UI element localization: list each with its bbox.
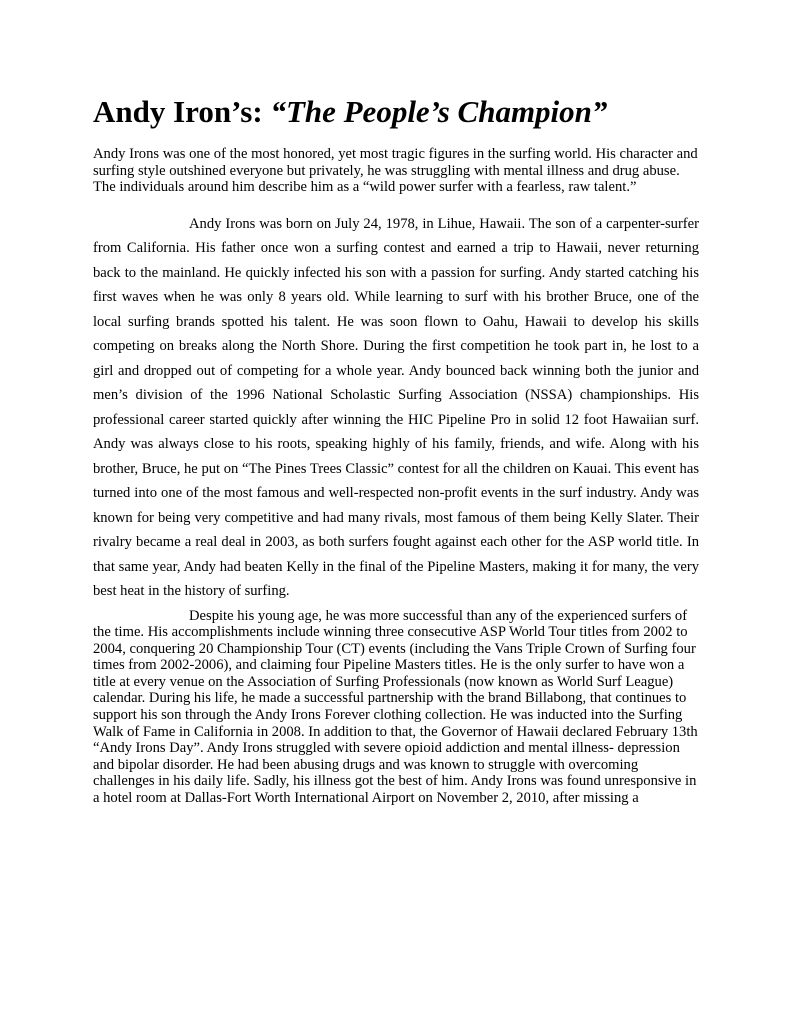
document-page <box>93 92 699 807</box>
biography-paragraph: Andy Irons was born on July 24, 1978, in Lihue, Hawaii. The son of a carpenter-surfer from California. His father once won a surfing contest and earned a trip to Hawaii, never returning back to the mainland. He quickly infected his son with a passion for surfing. Andy started catching his first waves when he was only 8 years old. While learning to surf with his brother Bruce, one of the local surfing brands spotted his talent. He was soon flown to Oahu, Hawaii to develop his skills competing on breaks along the North Shore. During the first competition he took part in, he lost to a girl and dropped out of competing for a whole year. Andy bounced back winning both the junior and men’s division of the 1996 National Scholastic Surfing Association (NSSA) championships. His professional career started quickly after winning the HIC Pipeline Pro in solid 12 foot Hawaiian surf. Andy was always close to his roots, speaking highly of his family, friends, and wife. Along with his brother, Bruce, he put on “The Pines Trees Classic” contest for all the children on Kauai. This event has turned into one of the most famous and well-respected non-profit events in the surf industry. Andy was known for being very competitive and had many rivals, most famous of them being Kelly Slater. Their rivalry became a real deal in 2003, as both surfers fought against each other for the ASP world title. In that same year, Andy had beaten Kelly in the final of the Pipeline Masters, making it for many, the very best heat in the history of surfing. <box>93 215 699 599</box>
title-main: Andy Iron’s: <box>93 94 271 129</box>
career-paragraph: Despite his young age, he was more successful than any of the experienced surfers of the time. His accomplishments include winning three consecutive ASP World Tour titles from 2002 to 2004, conquering 20 Championship Tour (CT) events (including the Vans Triple Crown of Surfing four times from 2002-2006), and claiming four Pipeline Masters titles. He is the only surfer to have won a title at every venue on the Association of Surfing Professionals (now known as World Surf League) calendar. During his life, he made a successful partnership with the brand Billabong, that continues to support his son through the Andy Irons Forever clothing collection. He was inducted into the Surfing Walk of Fame in California in 2008. In addition to that, the Governor of Hawaii declared February 13th “Andy Irons Day”. Andy Irons struggled with severe opioid addiction and mental illness- depression and bipolar disorder. He had been abusing drugs and was known to struggle with overcoming challenges in his daily life. Sadly, his illness got the best of him. Andy Irons was found unresponsive in a hotel room at Dallas-Fort Worth International Airport on November 2, 2010, after missing a <box>93 607 698 807</box>
intro-paragraph: Andy Irons was one of the most honored, yet most tragic figures in the surfing world. His character and surfing style outshined everyone but privately, he was struggling with mental illness and drug abuse. The individuals around him describe him as a “wild power surfer with a fearless, raw talent.” <box>93 146 698 195</box>
title-quote: “The People’s Champion” <box>270 94 608 129</box>
page-title <box>93 92 699 132</box>
